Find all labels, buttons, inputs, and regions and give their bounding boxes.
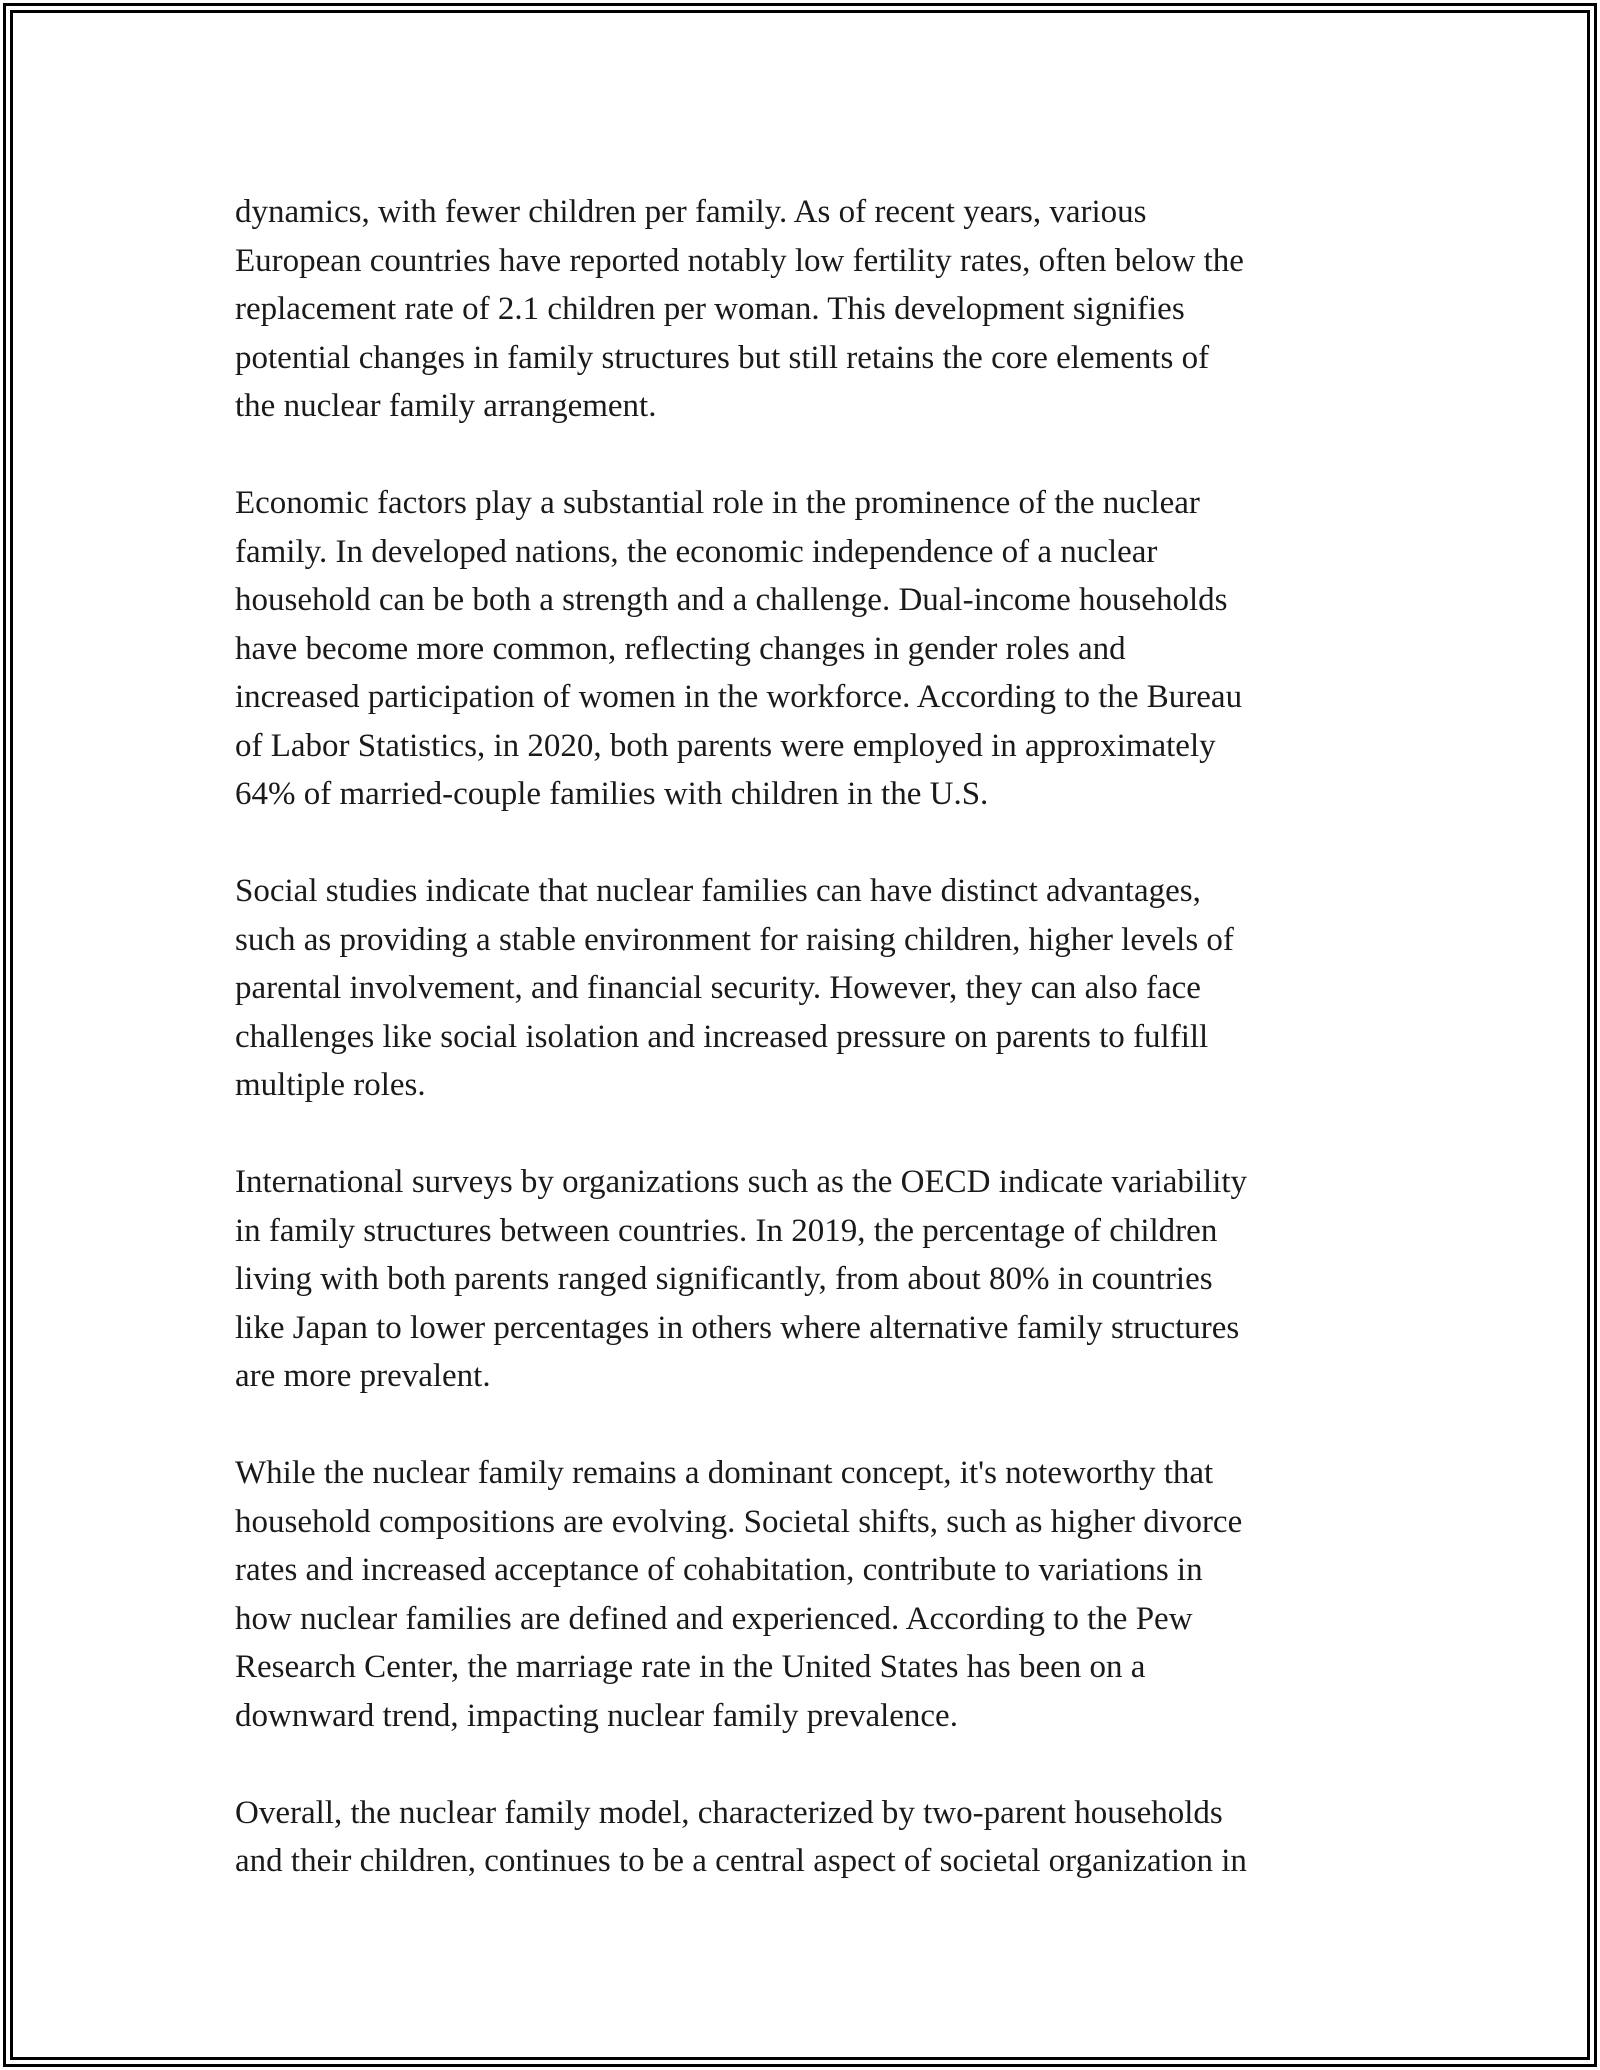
text-line: of Labor Statistics, in 2020, both parents were employed in approximately — [235, 727, 1216, 764]
paragraph-economic-factors — [235, 479, 1370, 819]
paragraph-fertility — [235, 188, 1370, 431]
text-line: the nuclear family arrangement. — [235, 388, 657, 424]
text-line: and their children, continues to be a central aspect of societal organization in — [235, 1843, 1247, 1879]
text-line: rates and increased acceptance of cohabitation, contribute to variations in — [235, 1552, 1203, 1588]
text-line: family. In developed nations, the economic independence of a nuclear — [235, 533, 1158, 570]
text-line: multiple roles. — [235, 1067, 426, 1103]
text-line: living with both parents ranged significantly, from about 80% in countries — [235, 1261, 1213, 1297]
paragraph-evolving-compositions — [235, 1449, 1370, 1740]
text-line: Social studies indicate that nuclear families can have distinct advantages, — [235, 873, 1201, 909]
paragraph-overall — [235, 1789, 1370, 1886]
text-line: parental involvement, and financial security. However, they can also face — [235, 970, 1201, 1006]
text-line: household compositions are evolving. Societal shifts, such as higher divorce — [235, 1503, 1243, 1540]
text-line: in family structures between countries. In 2019, the percentage of children — [235, 1212, 1218, 1249]
text-line: downward trend, impacting nuclear family prevalence. — [235, 1697, 958, 1734]
paragraph-social-studies — [235, 867, 1370, 1110]
text-line: potential changes in family structures but still retains the core elements of — [235, 339, 1210, 376]
text-line: are more prevalent. — [235, 1358, 491, 1394]
text-line: Research Center, the marriage rate in the United States has been on a — [235, 1649, 1146, 1685]
text-line: household can be both a strength and a challenge. Dual-income households — [235, 582, 1228, 618]
text-line: such as providing a stable environment for raising children, higher levels of — [235, 921, 1234, 958]
text-line: have become more common, reflecting changes in gender roles and — [235, 630, 1126, 667]
text-line: increased participation of women in the workforce. According to the Bureau — [235, 679, 1243, 715]
text-line: European countries have reported notably low fertility rates, often below the — [235, 242, 1244, 279]
text-line: 64% of married-couple families with children in the U.S. — [235, 776, 989, 812]
text-line: International surveys by organizations such as the OECD indicate variability — [235, 1164, 1248, 1200]
text-line: challenges like social isolation and increased pressure on parents to fulfill — [235, 1018, 1209, 1055]
text-line: Economic factors play a substantial role in the prominence of the nuclear — [235, 485, 1200, 521]
text-line: how nuclear families are defined and experienced. According to the Pew — [235, 1600, 1193, 1637]
text-line: like Japan to lower percentages in others where alternative family structures — [235, 1309, 1240, 1346]
document-body — [235, 188, 1370, 1934]
text-line: dynamics, with fewer children per family. As of recent years, various — [235, 194, 1147, 230]
text-line: While the nuclear family remains a dominant concept, it's noteworthy that — [235, 1455, 1214, 1491]
text-line: Overall, the nuclear family model, characterized by two-parent households — [235, 1794, 1223, 1831]
text-line: replacement rate of 2.1 children per woman. This development signifies — [235, 291, 1185, 327]
paragraph-international-surveys — [235, 1158, 1370, 1401]
